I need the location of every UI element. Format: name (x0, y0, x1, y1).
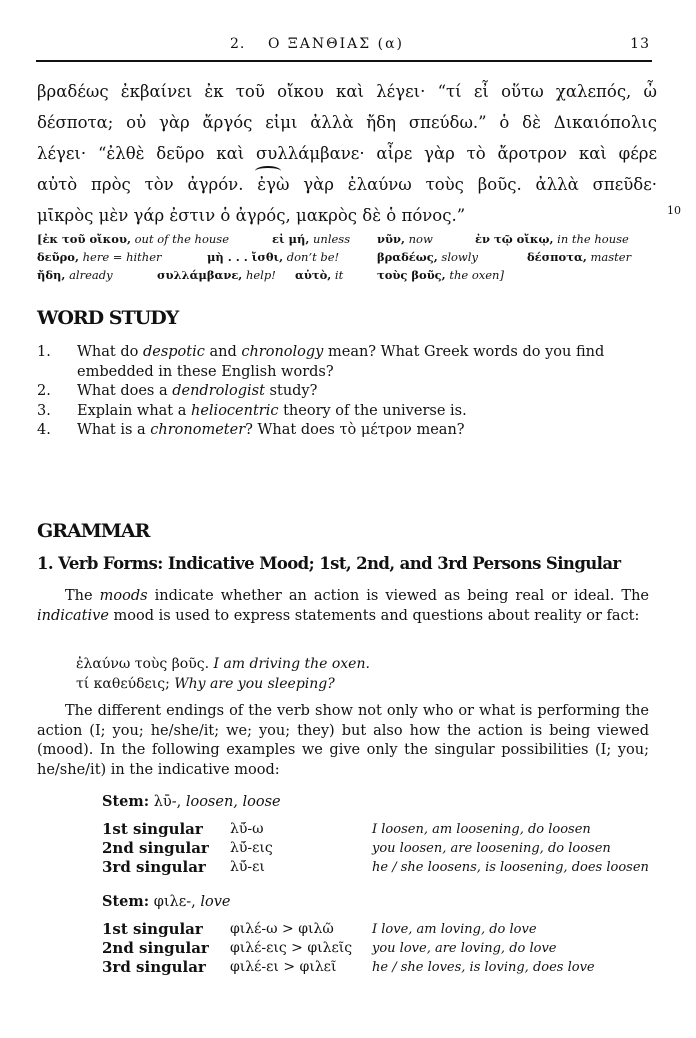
text-span: loosen, loose (185, 794, 281, 810)
text-span: The different endings of the verb show not only who or what is performing the action (I; you; he/she/it; we; you; they) but also how the action is being viewed (mood). In the following examples we give only the singular possibilities (I; you; he/she/it) in the indicative mood: (37, 703, 649, 778)
paradigm-table (102, 820, 662, 877)
text-span: he / she loosens, is loosening, does loosen (372, 860, 649, 875)
reading-line: λέγει· “ἐλθὲ δεῦρο καὶ συλλάμβανε· αἶρε γὰρ τὸ ἄροτρον καὶ φέρε (37, 144, 657, 163)
word-study-list (37, 343, 657, 441)
text-span: theory of the universe is. (278, 402, 467, 419)
text-span: 1st singular (102, 920, 203, 938)
gloss-entry (157, 266, 276, 284)
text-span: love (200, 894, 231, 910)
text-span: help! (245, 268, 276, 282)
text-span: ? What does τὸ μέτρον mean? (245, 422, 465, 438)
chapter-number: 2. (230, 36, 246, 52)
line-number: 10 (667, 204, 681, 217)
text-span: 2nd singular (102, 839, 209, 857)
stem-label (102, 893, 231, 910)
text-span: 2. (37, 383, 51, 399)
text-span: νῦν, (377, 232, 405, 246)
word-study-item (37, 421, 657, 441)
reading-line: αὐτὸ πρὸς τὸν ἀγρόν. ἐγὼ γὰρ ἐλαύνω τοὺς βοῦς. ἀλλὰ σπεῦδε· (37, 175, 657, 194)
word-study-item (37, 402, 657, 422)
text-span: λῡ́-ω (230, 821, 264, 837)
text-span: [ἐκ τοῦ οἴκου, (37, 232, 131, 246)
text-span: μὴ . . . ἴσθι, (207, 250, 284, 264)
gloss-row (37, 230, 657, 248)
text-span: slowly (441, 250, 478, 264)
text-span: τί καθεύδεις; (76, 675, 170, 692)
example-sentence (76, 675, 370, 695)
text-span: the oxen] (449, 268, 504, 282)
text-span: φιλέ-ω > φιλῶ (230, 921, 334, 937)
text-span: 1st singular (102, 820, 203, 838)
text-span: Stem: (102, 893, 150, 910)
text-span: δεῦρο, (37, 250, 79, 264)
word-study-item (37, 382, 657, 402)
text-span: συλλάμβανε, (157, 268, 243, 282)
text-span: λῡ́-ει (230, 859, 265, 875)
text-span: ἐν τῷ οἴκῳ, (475, 232, 554, 246)
text-span: 1. (37, 344, 51, 360)
text-span: I love, am loving, do love (372, 922, 537, 937)
gloss-entry (475, 230, 629, 248)
chapter-title: Ο ΞΑΝΘΙΑΣ (α) (268, 36, 404, 52)
text-span: What does a (77, 383, 173, 399)
gloss-entry (207, 248, 339, 266)
text-span: already (69, 268, 113, 282)
text-span: chronology (241, 344, 324, 360)
text-span: out of the house (134, 232, 230, 246)
text-span: φιλέ-ει > φιλεῖ (230, 959, 337, 975)
text-span: 2nd singular (102, 939, 209, 957)
text-span: master (590, 250, 632, 264)
text-span: indicate whether an action is viewed as being real or ideal. The (147, 588, 649, 604)
text-span: εἰ μή, (272, 232, 310, 246)
text-span: it (334, 268, 344, 282)
text-span: he / she loves, is loving, does love (372, 960, 595, 975)
text-span: λῡ-, (153, 794, 182, 810)
reading-line: δέσποτα; οὐ γὰρ ἄργός εἰμι ἀλλὰ ἤδη σπεύδω.” ὁ δὲ Δικαιόπολις (37, 113, 657, 132)
greek-reading-passage (37, 76, 657, 231)
text-span: I am driving the oxen. (213, 656, 370, 672)
text-span: you loosen, are loosening, do loosen (372, 841, 611, 856)
vocabulary-gloss (37, 230, 657, 284)
text-span: moods (99, 588, 148, 604)
text-span: 3rd singular (102, 858, 206, 876)
paradigm-row (102, 858, 662, 877)
gloss-entry (295, 266, 343, 284)
header-rule (36, 60, 652, 62)
paradigm-row (102, 958, 662, 977)
paradigm-row (102, 920, 662, 939)
text-span: now (408, 232, 433, 246)
text-span: despotic (142, 344, 205, 360)
gloss-row (37, 266, 657, 284)
text-span: unless (313, 232, 351, 246)
text-span: What is a (77, 422, 151, 438)
reading-line: μῑκρὸς μὲν γάρ ἐστιν ὁ ἀγρός, μακρὸς δὲ ὁ πόνος.” (37, 206, 466, 225)
stem-label (102, 793, 281, 810)
paradigm-row (102, 939, 662, 958)
text-span: Stem: (102, 793, 150, 810)
gloss-row (37, 248, 657, 266)
word-study-item (37, 343, 657, 382)
page-number: 13 (630, 36, 650, 52)
text-span: δέσποτα, (527, 250, 587, 264)
text-span: 3rd singular (102, 958, 206, 976)
gloss-entry (37, 230, 229, 248)
text-span: don’t be! (286, 250, 340, 264)
text-span: Why are you sleeping? (174, 675, 335, 692)
text-span: ἐλαύνω τοὺς βοῦς. (76, 656, 210, 672)
text-span: mean? What Greek words do you find embedded in these English words? (77, 344, 605, 380)
paradigm-row (102, 820, 662, 839)
text-span: αὐτὸ, (295, 268, 332, 282)
text-span: The (65, 588, 100, 604)
text-span: φιλέ-εις > φιλεῖς (230, 940, 353, 956)
grammar-heading: GRAMMAR (37, 520, 150, 542)
handwritten-tie-mark (255, 166, 281, 176)
text-span: heliocentric (191, 402, 279, 419)
gloss-entry (377, 266, 504, 284)
text-span: 3. (37, 402, 51, 419)
gloss-entry (377, 248, 478, 266)
text-span: in the house (557, 232, 629, 246)
gloss-entry (272, 230, 350, 248)
text-span: φιλε-, (153, 894, 196, 910)
text-span: chronometer (150, 422, 246, 438)
grammar-paragraph (37, 702, 649, 780)
text-span: βραδέως, (377, 250, 438, 264)
text-span: here = hither (82, 250, 162, 264)
text-span: Explain what a (77, 402, 191, 419)
reading-line: βραδέως ἐκβαίνει ἐκ τοῦ οἴκου καὶ λέγει· “τί εἶ οὕτω χαλεπός, ὦ (37, 82, 657, 101)
grammar-subheading: 1. Verb Forms: Indicative Mood; 1st, 2nd, and 3rd Persons Singular (37, 554, 621, 573)
text-span: mood is used to express statements and questions about reality or fact: (108, 607, 640, 624)
text-span: study? (264, 383, 318, 399)
text-span: ἤδη, (37, 268, 66, 282)
text-span: you love, are loving, do love (372, 941, 557, 956)
text-span: 4. (37, 422, 51, 438)
text-span: τοὺς βοῦς, (377, 268, 446, 282)
gloss-entry (377, 230, 433, 248)
text-span: and (204, 344, 242, 360)
text-span: dendrologist (172, 383, 265, 399)
example-sentence (76, 655, 370, 675)
gloss-entry (37, 266, 113, 284)
gloss-entry (527, 248, 631, 266)
text-span: λῡ́-εις (230, 840, 273, 856)
text-span: indicative (37, 607, 109, 624)
gloss-entry (37, 248, 162, 266)
text-span: What do (77, 344, 143, 360)
example-sentences (76, 655, 370, 694)
paradigm-row (102, 839, 662, 858)
grammar-paragraph (37, 587, 649, 626)
paradigm-table (102, 920, 662, 977)
text-span: I loosen, am loosening, do loosen (372, 822, 591, 837)
word-study-heading: WORD STUDY (37, 307, 179, 329)
